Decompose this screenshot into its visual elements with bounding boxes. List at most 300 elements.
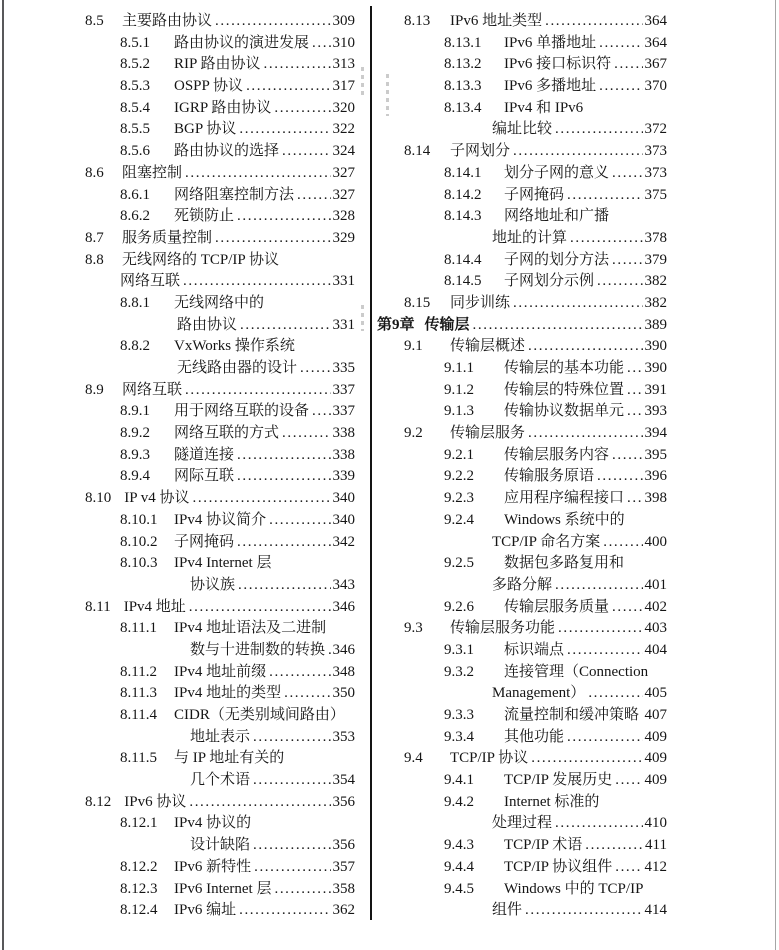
toc-entry-number: 8.8: [85, 251, 104, 268]
toc-entry-page: 402: [644, 598, 667, 615]
toc-entry-number: 8.5.6: [120, 143, 150, 160]
toc-row: [377, 74, 667, 96]
toc-row: [377, 508, 667, 530]
dot-leader: [627, 490, 642, 507]
dot-leader: [570, 230, 642, 247]
dot-leader: [599, 35, 642, 52]
toc-entry-title: 阻塞控制: [122, 164, 183, 181]
toc-entry-number: 9.2: [404, 425, 423, 442]
toc-entry-title: IPv6 Internet 层: [174, 880, 272, 897]
dot-leader: [284, 685, 330, 702]
toc-row: [377, 616, 667, 638]
toc-entry-number: 9.4.4: [444, 858, 474, 875]
toc-row: [85, 399, 355, 421]
dot-leader: [525, 902, 642, 919]
dot-leader: [473, 317, 643, 334]
toc-entry-title: 地址表示: [190, 728, 251, 745]
toc-entry-number: 8.12.4: [120, 902, 158, 919]
toc-row: [85, 486, 355, 508]
toc-row: [377, 399, 667, 421]
toc-entry-title: IPv4 地址: [123, 598, 186, 615]
toc-row: [85, 811, 355, 833]
toc-row: [85, 161, 355, 183]
toc-entry-title: 传输层服务功能: [450, 620, 556, 637]
toc-entry-number: 8.8.2: [120, 338, 150, 355]
scan-artifact: [361, 305, 364, 331]
toc-entry-number: 8.13.2: [444, 56, 482, 73]
toc-row: [377, 356, 667, 378]
dot-leader: [597, 273, 642, 290]
dot-leader: [555, 121, 642, 138]
toc-row: [377, 421, 667, 443]
toc-entry-page: 409: [644, 728, 667, 745]
toc-entry-number: 8.10: [85, 490, 112, 507]
toc-entry-number: 9.1: [404, 338, 423, 355]
toc-entry-number: 9.3: [404, 620, 423, 637]
toc-entry-title: 与 IP 地址有关的: [174, 750, 285, 767]
toc-entry-number: 8.14.1: [444, 164, 482, 181]
toc-entry-title: 网际互联: [174, 468, 235, 485]
toc-entry-number: 8.14.3: [444, 208, 482, 225]
toc-row: [85, 248, 355, 270]
toc-entry-title: IPv6 单播地址: [504, 34, 597, 51]
toc-entry-number: 9.3.1: [444, 641, 474, 658]
dot-leader: [615, 859, 642, 876]
dot-leader: [189, 599, 331, 616]
dot-leader: [513, 295, 642, 312]
toc-entry-title: IPv6 新特性: [174, 858, 252, 875]
toc-row: [377, 898, 667, 920]
dot-leader: [627, 360, 642, 377]
dot-leader: [183, 273, 330, 290]
dot-leader: [588, 685, 642, 702]
dot-leader: [185, 382, 330, 399]
toc-entry-page: 389: [644, 316, 667, 333]
dot-leader: [237, 468, 330, 485]
dot-leader: [253, 772, 330, 789]
toc-entry-number: 8.9.1: [120, 403, 150, 420]
toc-entry-page: 373: [644, 164, 667, 181]
toc-row: [85, 551, 355, 573]
toc-entry-page: 364: [644, 34, 667, 51]
toc-row: [85, 421, 355, 443]
dot-leader: [597, 468, 642, 485]
dot-leader: [193, 490, 331, 507]
toc-entry-title: 子网掩码: [504, 186, 565, 203]
dot-leader: [264, 56, 331, 73]
toc-entry-number: 8.12: [85, 793, 112, 810]
toc-row: [377, 226, 667, 248]
dot-leader: [237, 447, 330, 464]
toc-entry-title: 传输层概述: [450, 338, 526, 355]
toc-row: [377, 595, 667, 617]
toc-entry-page: 339: [332, 468, 355, 485]
toc-entry-title: 路由协议的选择: [174, 143, 280, 160]
toc-entry-number: 8.11.1: [120, 620, 157, 637]
toc-row: [85, 52, 355, 74]
toc-entry-page: 342: [332, 533, 355, 550]
toc-entry-title: 传输层的特殊位置: [504, 381, 625, 398]
toc-row: [85, 356, 355, 378]
dot-leader: [274, 881, 330, 898]
toc-entry-title: 传输服务原语: [504, 468, 595, 485]
dot-leader: [185, 165, 330, 182]
toc-entry-page: 356: [332, 793, 355, 810]
toc-entry-page: 327: [332, 186, 355, 203]
toc-entry-title: 组件: [492, 902, 523, 919]
toc-entry-title: Management）: [492, 685, 586, 702]
toc-row: [85, 139, 355, 161]
toc-entry-page: 357: [332, 858, 355, 875]
toc-entry-number: 8.7: [85, 229, 104, 246]
toc-row: [85, 9, 355, 31]
toc-row: [377, 183, 667, 205]
toc-entry-title: IPv4 地址的类型: [174, 685, 282, 702]
toc-entry-page: 390: [644, 338, 667, 355]
toc-row: [377, 638, 667, 660]
toc-row: [377, 530, 667, 552]
toc-entry-page: 409: [644, 750, 667, 767]
toc-entry-number: 8.10.2: [120, 533, 158, 550]
toc-entry-title: 传输层的基本功能: [504, 360, 625, 376]
dot-leader: [269, 664, 330, 681]
toc-column-left: [85, 9, 355, 920]
toc-entry-number: 8.11.3: [120, 685, 157, 702]
toc-row: [85, 790, 355, 812]
toc-entry-number: 8.11.5: [120, 750, 157, 767]
toc-entry-number: 8.9.2: [120, 425, 150, 442]
toc-entry-page: 393: [644, 403, 667, 420]
toc-entry-number: 9.2.6: [444, 598, 474, 615]
dot-leader: [528, 425, 642, 442]
toc-row: [377, 703, 667, 725]
dot-leader: [312, 35, 330, 52]
dot-leader: [585, 837, 643, 854]
dot-leader: [555, 815, 642, 832]
toc-row: [85, 638, 355, 660]
toc-row: [377, 833, 667, 855]
toc-entry-title: 流量控制和缓冲策略: [504, 707, 640, 723]
toc-entry-page: 373: [644, 143, 667, 160]
dot-leader: [558, 620, 642, 637]
toc-row: [85, 595, 355, 617]
toc-row: [377, 117, 667, 139]
dot-leader: [528, 338, 642, 355]
toc-entry-number: 9.4.3: [444, 837, 474, 854]
toc-entry-number: 9.1.2: [444, 381, 474, 398]
toc-entry-title: IPv4 和 IPv6: [504, 99, 584, 116]
toc-entry-number: 9.2.3: [444, 490, 474, 507]
toc-row: [85, 616, 355, 638]
toc-entry-title: 网络阻塞控制方法: [174, 186, 295, 203]
dot-leader: [215, 230, 330, 247]
toc-entry-page: 412: [644, 858, 667, 875]
toc-entry-number: 9.4.5: [444, 880, 474, 897]
toc-row: [377, 378, 667, 400]
toc-entry-title: 死锁防止: [174, 208, 235, 225]
toc-entry-title: 多路分解: [492, 576, 553, 593]
toc-entry-number: 9.3.4: [444, 728, 474, 745]
toc-entry-page: 409: [644, 772, 667, 789]
toc-entry-page: 313: [332, 56, 355, 73]
dot-leader: [545, 13, 642, 30]
toc-entry-number: 8.5.2: [120, 56, 150, 73]
toc-row: [85, 660, 355, 682]
toc-entry-title: 传输协议数据单元: [504, 403, 625, 420]
toc-entry-page: 407: [644, 707, 667, 723]
toc-entry-title: Internet 标准的: [504, 793, 600, 810]
toc-entry-page: 410: [644, 815, 667, 832]
toc-entry-page: 337: [332, 403, 355, 420]
toc-entry-number: 8.15: [404, 294, 431, 311]
toc-entry-page: 346: [332, 598, 355, 615]
toc-entry-title: 网络互联: [122, 381, 183, 398]
toc-entry-title: TCP/IP 发展历史: [504, 772, 613, 789]
dot-leader: [240, 317, 330, 334]
toc-entry-page: 343: [332, 576, 355, 593]
toc-entry-number: 8.13: [404, 13, 431, 29]
toc-row: [377, 443, 667, 465]
dot-leader: [599, 78, 642, 95]
toc-entry-title: IPv4 地址前缀: [174, 663, 267, 680]
toc-entry-title: 同步训练: [450, 294, 511, 311]
toc-entry-title: 处理过程: [492, 815, 553, 832]
dot-leader: [282, 143, 330, 160]
toc-entry-page: 364: [644, 13, 667, 29]
toc-entry-title: RIP 路由协议: [174, 56, 261, 73]
toc-row: [85, 464, 355, 486]
toc-entry-number: 8.9: [85, 381, 104, 398]
toc-entry-page: 401: [644, 576, 667, 593]
column-divider-rule: [370, 6, 372, 920]
toc-entry-title: 协议族: [190, 576, 236, 593]
toc-entry-page: 338: [332, 425, 355, 442]
toc-entry-title: 设计缺陷: [190, 837, 251, 854]
toc-row: [85, 334, 355, 356]
toc-row: [85, 96, 355, 118]
toc-entry-title: 划分子网的意义: [504, 164, 610, 181]
toc-entry-page: 338: [332, 446, 355, 463]
toc-entry-title: 传输层服务: [450, 425, 526, 442]
toc-row: [85, 768, 355, 790]
dot-leader: [612, 252, 642, 269]
toc-entry-page: 378: [644, 229, 667, 246]
toc-entry-title: 几个术语: [190, 772, 251, 789]
dot-leader: [615, 772, 642, 789]
toc-entry-number: 9.1.3: [444, 403, 474, 420]
toc-row: [377, 768, 667, 790]
toc-entry-page: 395: [644, 446, 667, 463]
toc-row: [85, 877, 355, 899]
toc-entry-number: 8.5: [85, 13, 104, 29]
toc-entry-title: IPv4 协议的: [174, 815, 252, 832]
toc-row: [377, 52, 667, 74]
toc-entry-page: 329: [332, 229, 355, 246]
toc-entry-page: 317: [332, 78, 355, 95]
toc-row: [85, 508, 355, 530]
toc-entry-number: 8.13.1: [444, 34, 482, 51]
toc-entry-page: 362: [332, 902, 355, 919]
toc-entry-number: 8.11.4: [120, 707, 157, 723]
toc-entry-title: 编址比较: [492, 121, 553, 138]
toc-row: [85, 269, 355, 291]
dot-leader: [237, 534, 330, 551]
dot-leader: [269, 512, 330, 529]
dot-leader: [254, 859, 330, 876]
toc-entry-page: 354: [332, 772, 355, 789]
toc-entry-number: 8.6: [85, 164, 104, 181]
toc-row: [85, 31, 355, 53]
dot-leader: [328, 642, 330, 659]
dot-leader: [513, 143, 642, 160]
toc-entry-page: 372: [644, 121, 667, 138]
toc-entry-number: 8.9.4: [120, 468, 150, 485]
toc-entry-title: 数据包多路复用和: [504, 555, 625, 572]
toc-entry-title: IPv4 地址语法及二进制: [174, 620, 327, 637]
toc-row: [85, 530, 355, 552]
toc-entry-number: 8.9.3: [120, 446, 150, 463]
toc-chapter-row: [377, 313, 667, 335]
toc-entry-page: 358: [332, 880, 355, 897]
toc-row: [85, 313, 355, 335]
toc-entry-title: 隧道连接: [174, 446, 235, 463]
toc-entry-title: 子网的划分方法: [504, 251, 610, 268]
toc-entry-number: 8.5.1: [120, 34, 150, 51]
toc-row: [85, 681, 355, 703]
toc-row: [377, 96, 667, 118]
toc-entry-page: 309: [332, 13, 355, 29]
toc-entry-page: 322: [332, 121, 355, 138]
dot-leader: [612, 447, 642, 464]
toc-row: [377, 855, 667, 877]
toc-entry-title: 路由协议的演进发展: [174, 34, 310, 51]
toc-row: [377, 31, 667, 53]
toc-entry-page: 398: [644, 490, 667, 507]
dot-leader: [253, 837, 330, 854]
toc-entry-page: 310: [332, 34, 355, 51]
toc-row: [85, 117, 355, 139]
toc-entry-page: 340: [332, 511, 355, 528]
toc-entry-title: IPv6 协议: [124, 793, 187, 810]
toc-entry-title: 其他功能: [504, 728, 565, 745]
toc-entry-title: 网络地址和广播: [504, 208, 610, 225]
toc-entry-title: IPv6 地址类型: [450, 13, 543, 29]
dot-leader: [567, 187, 642, 204]
toc-entry-title: 网络互联: [120, 273, 181, 290]
toc-entry-page: 320: [332, 99, 355, 116]
toc-entry-title: 路由协议: [177, 316, 238, 333]
toc-entry-number: 9.2.2: [444, 468, 474, 485]
toc-entry-page: 353: [332, 728, 355, 745]
dot-leader: [567, 729, 642, 746]
toc-entry-page: 367: [644, 56, 667, 73]
toc-entry-number: 8.14: [404, 143, 431, 160]
toc-entry-title: 网络互联的方式: [174, 425, 280, 442]
toc-entry-title: IPv4 协议简介: [174, 511, 267, 528]
dot-leader: [239, 121, 330, 138]
toc-entry-number: 8.14.4: [444, 251, 482, 268]
toc-entry-number: 9.3.3: [444, 707, 474, 723]
toc-row: [377, 551, 667, 573]
toc-entry-number: 9.2.1: [444, 446, 474, 463]
toc-entry-title: 用于网络互联的设备: [174, 403, 310, 420]
toc-entry-number: 8.12.2: [120, 858, 158, 875]
toc-entry-title: 无线网络中的: [174, 294, 265, 311]
toc-entry-page: 331: [332, 316, 355, 333]
toc-row: [377, 681, 667, 703]
dot-leader: [312, 403, 330, 420]
toc-entry-page: 375: [644, 186, 667, 203]
toc-row: [85, 855, 355, 877]
toc-entry-title: 无线路由器的设计: [177, 360, 298, 376]
toc-entry-page: 379: [644, 251, 667, 268]
toc-row: [377, 204, 667, 226]
toc-entry-number: 8.5.5: [120, 121, 150, 138]
toc-entry-title: 子网划分示例: [504, 273, 595, 290]
toc-entry-page: 331: [332, 273, 355, 290]
toc-entry-page: 348: [332, 663, 355, 680]
toc-row: [377, 811, 667, 833]
toc-entry-page: 324: [332, 143, 355, 160]
toc-entry-number: 9.2.5: [444, 555, 474, 572]
toc-entry-page: 327: [332, 164, 355, 181]
toc-entry-title: 传输层服务内容: [504, 446, 610, 463]
toc-entry-title: CIDR（无类别域间路由）: [174, 707, 345, 723]
dot-leader: [567, 642, 642, 659]
toc-entry-title: Windows 系统中的: [504, 511, 625, 528]
toc-entry-page: 350: [332, 685, 355, 702]
dot-leader: [614, 56, 642, 73]
toc-row: [85, 183, 355, 205]
toc-entry-title: 数与十进制数的转换: [190, 641, 326, 658]
dot-leader: [612, 165, 642, 182]
toc-entry-number: 9.4.1: [444, 772, 474, 789]
toc-entry-title: 子网掩码: [174, 533, 235, 550]
toc-entry-page: 346: [332, 641, 355, 658]
toc-entry-title: IP v4 协议: [124, 490, 190, 507]
toc-row: [377, 464, 667, 486]
toc-entry-page: 400: [644, 533, 667, 550]
toc-entry-number: 8.5.3: [120, 78, 150, 95]
dot-leader: [300, 360, 330, 377]
toc-entry-number: 9.2.4: [444, 511, 474, 528]
toc-row: [85, 443, 355, 465]
toc-row: [85, 898, 355, 920]
toc-entry-number: 8.14.2: [444, 186, 482, 203]
toc-entry-title: 连接管理（Connection: [504, 663, 649, 680]
toc-row: [377, 9, 667, 31]
toc-entry-page: 391: [644, 381, 667, 398]
dot-leader: [603, 534, 642, 551]
dot-leader: [239, 902, 330, 919]
toc-row: [85, 746, 355, 768]
toc-entry-title: IGRP 路由协议: [174, 99, 272, 116]
toc-entry-page: 411: [645, 837, 667, 854]
toc-row: [377, 790, 667, 812]
toc-entry-page: 404: [644, 641, 667, 658]
toc-entry-page: 382: [644, 294, 667, 311]
toc-entry-number: 8.11.2: [120, 663, 157, 680]
toc-entry-title: 传输层服务质量: [504, 598, 610, 615]
toc-row: [377, 573, 667, 595]
toc-row: [85, 74, 355, 96]
dot-leader: [238, 577, 330, 594]
toc-row: [85, 291, 355, 313]
page-right-edge-line: [775, 0, 776, 950]
toc-entry-page: 414: [644, 902, 667, 919]
toc-entry-title: TCP/IP 协议组件: [504, 858, 613, 875]
toc-entry-title: 主要路由协议: [122, 13, 213, 29]
